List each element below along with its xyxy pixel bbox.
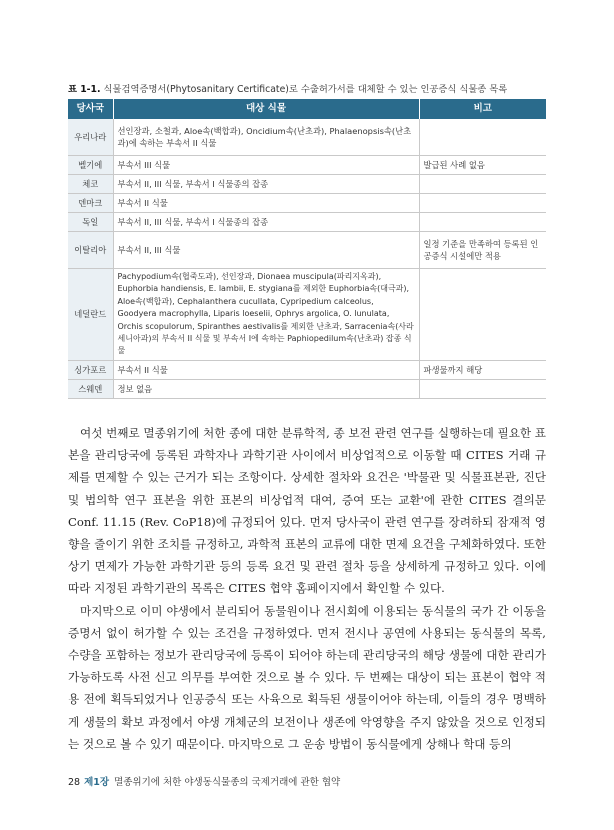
body-text <box>68 422 546 755</box>
country-cell: 우리나라 <box>68 119 113 156</box>
table-row <box>68 213 546 232</box>
table-header-row <box>68 99 546 119</box>
country-cell: 이탈리아 <box>68 232 113 269</box>
plants-cell: 부속서 III 식물 <box>113 156 419 175</box>
header-country: 당사국 <box>68 99 113 119</box>
header-note: 비고 <box>419 99 546 119</box>
plants-cell: 선인장과, 소철과, Aloe속(백합과), Oncidium속(난초과), Phalaenopsis속(난초과)에 속하는 부속서 II 식물 <box>113 119 419 156</box>
note-cell <box>419 194 546 213</box>
plants-cell: Pachypodium속(협죽도과), 선인장과, Dionaea muscipula(파리지옥과), Euphorbia handiensis, E. lambii, E. stygiana를 제외한 Euphorbia속(대극과), Aloe속(백합과), Cephalanthera cucullata, Cypripedium calceolus, Goodyera macrophylla, Liparis loeselii, Ophrys argolica, O. lunulata, Orchis scopulorum, Spiranthes aestivalis를 제외한 난초과, Sarracenia속(사라세니아과)의 부속서 II 식물 및 부속서 I에 속하는 Paphiopedilum속(난초과) 잡종 식물 <box>113 269 419 361</box>
plants-cell: 정보 없음 <box>113 379 419 398</box>
plants-cell: 부속서 II, III 식물, 부속서 I 식물종의 잡종 <box>113 175 419 194</box>
table-row <box>68 119 546 156</box>
country-cell: 싱가포르 <box>68 360 113 379</box>
page-number: 28 <box>68 777 81 788</box>
country-cell: 벨기에 <box>68 156 113 175</box>
header-plants: 대상 식물 <box>113 99 419 119</box>
chapter-title: 멸종위기에 처한 야생동식물종의 국제거래에 관한 협약 <box>114 777 341 788</box>
country-cell: 독일 <box>68 213 113 232</box>
table-caption-label: 표 1-1. <box>68 84 101 95</box>
note-cell: 일정 기준을 만족하여 등록된 인공증식 시설에만 적용 <box>419 232 546 269</box>
note-cell <box>419 269 546 361</box>
table-row <box>68 232 546 269</box>
table-caption-text: 식물검역증명서(Phytosanitary Certificate)로 수출허가서를 대체할 수 있는 인공증식 식물종 목록 <box>103 84 508 95</box>
page-footer <box>68 774 340 788</box>
note-cell <box>419 175 546 194</box>
table-row <box>68 194 546 213</box>
table-row <box>68 156 546 175</box>
plant-list-table <box>68 99 546 399</box>
body-paragraph: 여섯 번째로 멸종위기에 처한 종에 대한 분류학적, 종 보전 관련 연구를 실행하는데 필요한 표본을 관리당국에 등록된 과학자나 과학기관 사이에서 비상업적으로 이동할 때 CITES 거래 규제를 면제할 수 있는 근거가 되는 조항이다. 상세한 절차와 요건은 '박물관 및 식물표본관, 진단 및 법의학 연구 표본을 위한 표본의 비상업적 대여, 증여 또는 교환'에 관한 CITES 결의문 Conf. 11.15 (Rev. CoP18)에 규정되어 있다. 먼저 당사국이 관련 연구를 장려하되 잠재적 영향을 줄이기 위한 조치를 규정하고, 과학적 표본의 교류에 대한 면제 요건을 구체화하였다. 또한 상기 면제가 가능한 과학기관 등의 등록 요건 및 관련 절차 등을 상세하게 규정하고 있다. 이에 따라 지정된 과학기관의 목록은 CITES 협약 홈페이지에서 확인할 수 있다. <box>68 426 546 596</box>
table-caption <box>68 81 548 95</box>
body-paragraph: 마지막으로 이미 야생에서 분리되어 동물원이나 전시회에 이용되는 동식물의 국가 간 이동을 증명서 없이 허가할 수 있는 조건을 규정하였다. 먼저 전시나 공연에 사용되는 동식물의 목록, 수량을 포함하는 정보가 관리당국에 등록이 되어야 하는데 관리당국의 해당 생물에 대한 관리가 가능하도록 사전 신고 의무를 부여한 것으로 볼 수 있다. 두 번째는 대상이 되는 표본이 협약 적용 전에 획득되었거나 인공증식 또는 사육으로 획득된 생물이어야 하는데, 이들의 경우 명백하게 생물의 확보 과정에서 야생 개체군의 보전이나 생존에 악영향을 주지 않았을 것으로 인정되는 것으로 볼 수 있기 때문이다. 마지막으로 그 운송 방법이 동식물에게 상해나 학대 등의 <box>68 603 546 751</box>
note-cell: 파생물까지 해당 <box>419 360 546 379</box>
plants-cell: 부속서 II 식물 <box>113 194 419 213</box>
table-row <box>68 360 546 379</box>
note-cell: 발급된 사례 없음 <box>419 156 546 175</box>
table-row <box>68 175 546 194</box>
country-cell: 네덜란드 <box>68 269 113 361</box>
country-cell: 덴마크 <box>68 194 113 213</box>
country-cell: 스웨덴 <box>68 379 113 398</box>
country-cell: 체코 <box>68 175 113 194</box>
plants-cell: 부속서 II 식물 <box>113 360 419 379</box>
note-cell <box>419 119 546 156</box>
plants-cell: 부속서 II, III 식물, 부속서 I 식물종의 잡종 <box>113 213 419 232</box>
plants-cell: 부속서 II, III 식물 <box>113 232 419 269</box>
chapter-label: 제1장 <box>84 777 110 788</box>
note-cell <box>419 379 546 398</box>
note-cell <box>419 213 546 232</box>
table-row <box>68 379 546 398</box>
table-row <box>68 269 546 361</box>
